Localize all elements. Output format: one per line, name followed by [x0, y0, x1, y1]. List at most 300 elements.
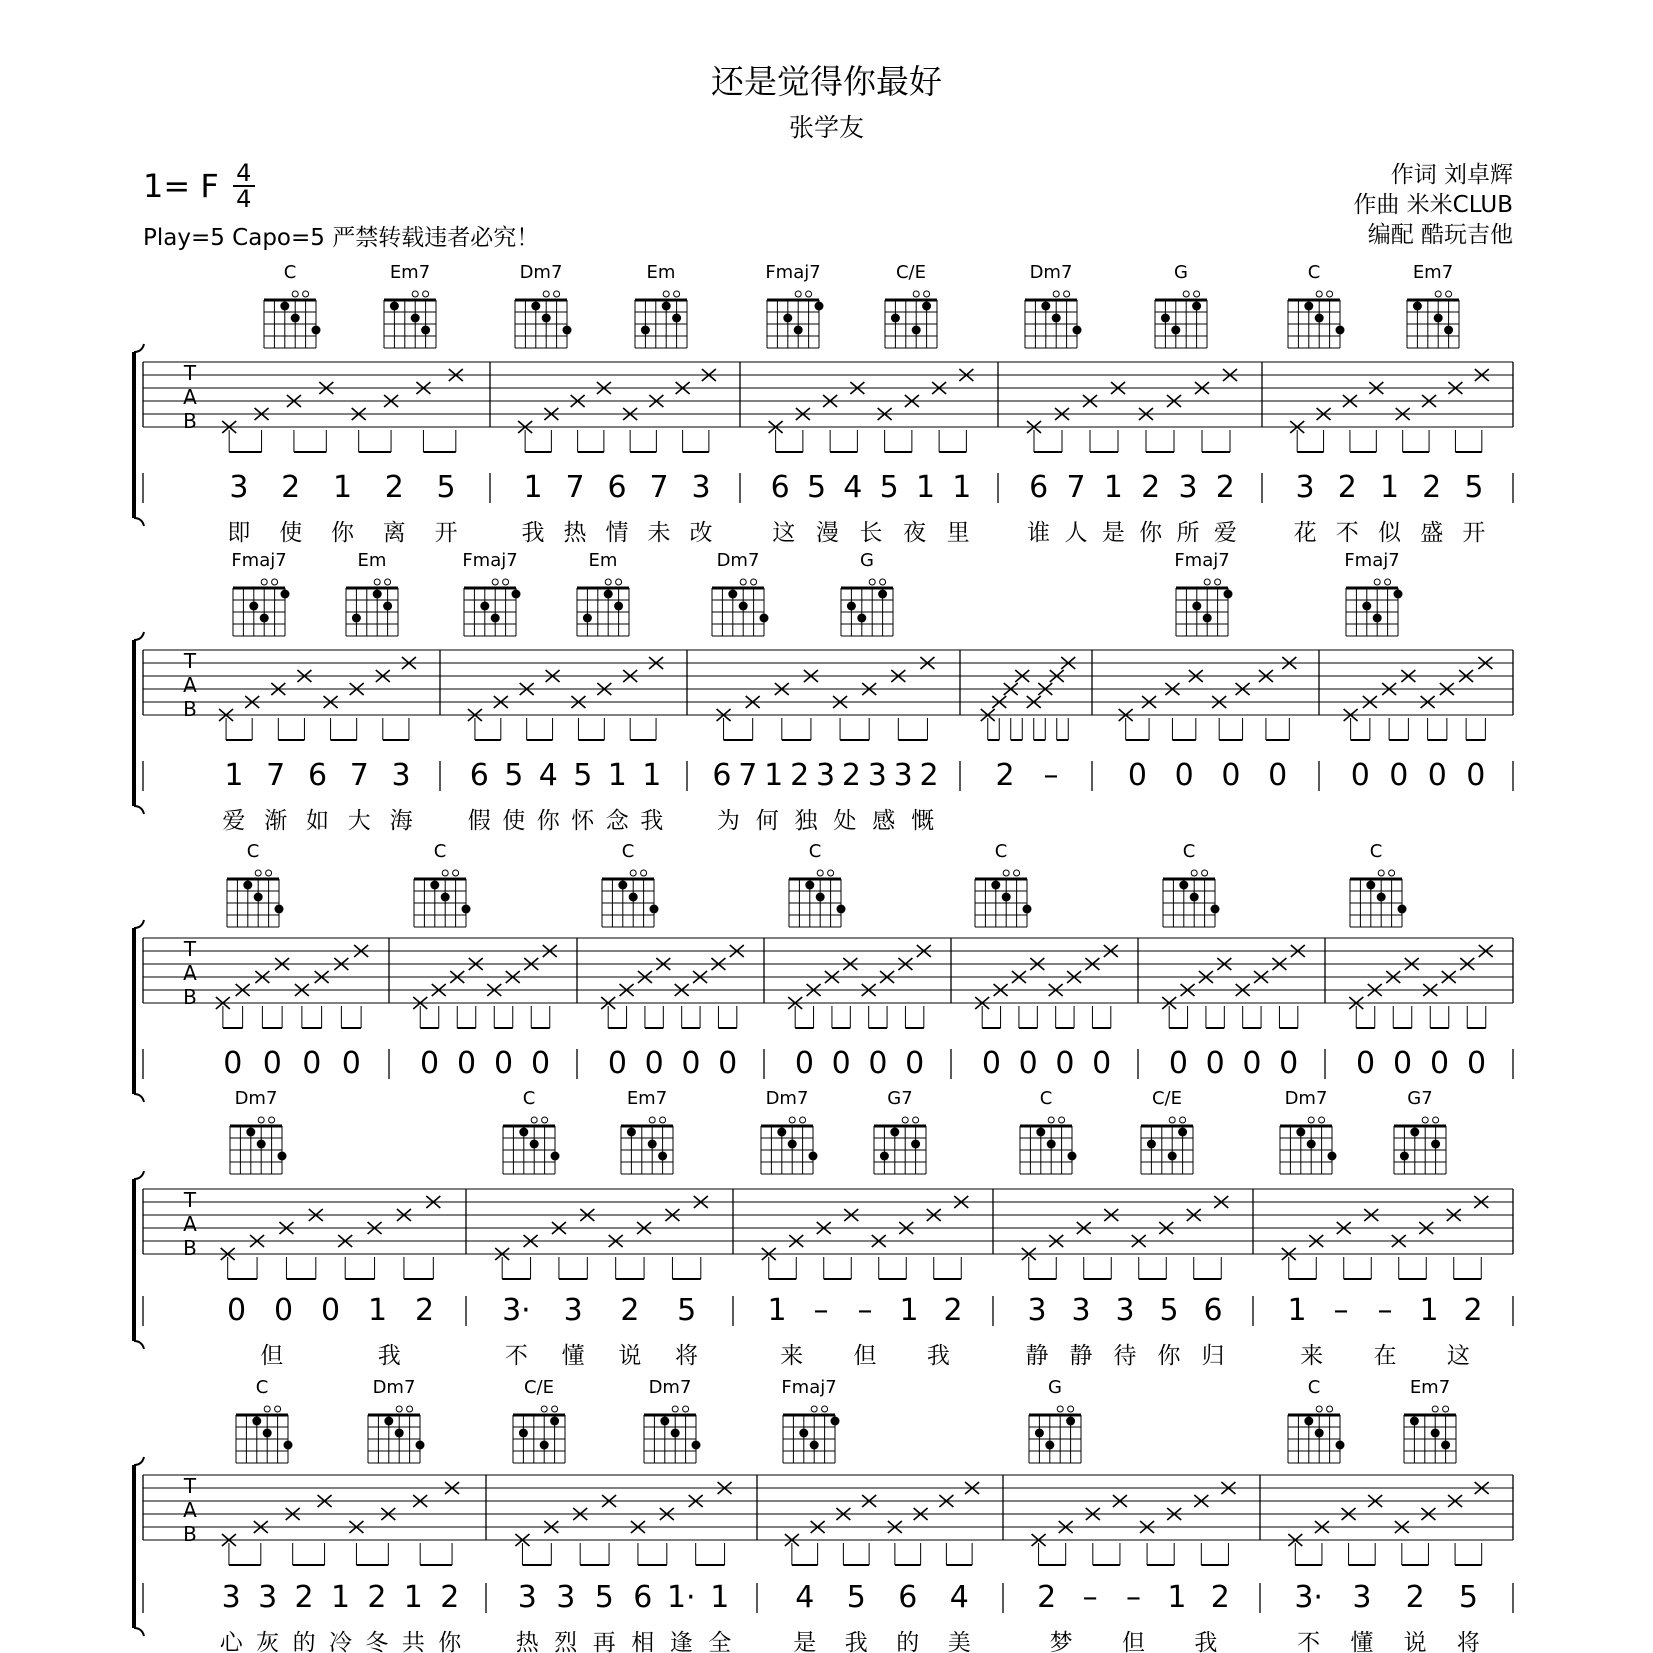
chord-diagram — [1407, 262, 1459, 348]
chord-dot — [660, 1417, 669, 1426]
jianpu-note: 7 — [266, 758, 286, 793]
jianpu-note: 6 — [633, 1580, 653, 1615]
jianpu-note: 0 — [1242, 1046, 1262, 1081]
jianpu-note: 0 — [1092, 1046, 1112, 1081]
lyric-char: 我 — [844, 1630, 868, 1653]
tab-clef: T — [183, 1474, 197, 1498]
chord-diagram — [765, 262, 823, 348]
chord-dot — [1211, 905, 1220, 914]
chord-name: G — [1048, 1377, 1062, 1398]
chord-dot — [551, 1152, 560, 1161]
open-string-mark — [649, 1117, 655, 1123]
open-string-mark — [1327, 1406, 1333, 1412]
chord-dot — [1307, 1140, 1316, 1149]
lyric-char: 为 — [716, 808, 740, 834]
chord-diagram — [781, 1377, 839, 1463]
jianpu-note: 6 — [607, 470, 627, 505]
jianpu-note: 3 — [517, 1580, 537, 1615]
jianpu-note: 2 — [995, 758, 1015, 793]
jianpu-note: 3 — [1295, 470, 1315, 505]
chord-diagram — [236, 1377, 293, 1463]
lyric-char: 海 — [389, 808, 413, 834]
key-label: 1= F — [143, 167, 219, 205]
chord-dot — [411, 314, 420, 323]
chord-dot — [650, 905, 659, 914]
jianpu-note: 2 — [1422, 470, 1442, 505]
jianpu-note: 1 — [1103, 470, 1123, 505]
jianpu-note: 0 — [794, 1046, 814, 1081]
jianpu-note: 6 — [1203, 1293, 1223, 1328]
chord-dot — [280, 302, 289, 311]
bracket-hook — [134, 344, 144, 352]
open-string-mark — [1048, 1117, 1054, 1123]
chord-dot — [1296, 1128, 1305, 1137]
jianpu-note: 1 — [764, 758, 784, 793]
chord-dot — [252, 1417, 261, 1426]
jianpu-note: 2 — [1215, 470, 1235, 505]
lyric-char: 人 — [1064, 520, 1088, 546]
chord-name: C — [1369, 841, 1383, 862]
jianpu-note: 0 — [1466, 758, 1486, 793]
jianpu-note: 3 — [1071, 1293, 1091, 1328]
chord-dot — [1224, 590, 1233, 599]
arranger: 编配 酷玩吉他 — [1367, 222, 1513, 248]
open-string-mark — [1003, 870, 1009, 876]
chord-dot — [1066, 1417, 1075, 1426]
open-string-mark — [1327, 291, 1333, 297]
chord-diagram — [621, 1088, 673, 1174]
chord-name: C — [522, 1088, 536, 1109]
chord-dot — [243, 881, 252, 890]
chord-name: Em7 — [626, 1088, 668, 1109]
chord-dot — [627, 1128, 636, 1137]
chord-diagram — [227, 841, 284, 927]
lyric-char: 静 — [1025, 1343, 1049, 1369]
lyricist: 作词 刘卓辉 — [1390, 162, 1513, 188]
open-string-mark — [740, 579, 746, 585]
open-string-mark — [1059, 1117, 1065, 1123]
chord-dot — [692, 1441, 701, 1450]
chord-diagram — [1025, 262, 1082, 348]
chord-dot — [281, 590, 290, 599]
tab-clef: B — [183, 985, 197, 1009]
open-string-mark — [1433, 1117, 1439, 1123]
open-string-mark — [407, 1406, 413, 1412]
chord-dot — [1052, 314, 1061, 323]
open-string-mark — [258, 1117, 264, 1123]
open-string-mark — [272, 579, 278, 585]
lyric-char: 念 — [605, 808, 629, 834]
open-string-mark — [453, 870, 459, 876]
jianpu-note: 0 — [1221, 758, 1241, 793]
open-string-mark — [385, 579, 391, 585]
system-4 — [134, 1171, 1513, 1369]
chord-dot — [1047, 1140, 1056, 1149]
system-1 — [134, 344, 1513, 546]
lyric-char: 冷 — [329, 1630, 352, 1653]
jianpu-note: 0 — [1205, 1046, 1225, 1081]
open-string-mark — [605, 579, 611, 585]
chord-name: Fmaj7 — [765, 262, 821, 283]
lyric-char: 全 — [708, 1630, 732, 1653]
chord-name: C — [255, 1377, 269, 1398]
jianpu-note: 1 — [403, 1580, 423, 1615]
jianpu-note: 6 — [307, 758, 328, 793]
jianpu-note: – — [857, 1293, 873, 1328]
lyric-char: 假 — [467, 808, 491, 834]
lyric-char: 开 — [434, 520, 458, 546]
jianpu-note: 0 — [1466, 1046, 1487, 1081]
lyric-char: 美 — [947, 1630, 971, 1653]
chord-dot — [794, 326, 803, 335]
chord-diagram — [515, 262, 572, 348]
jianpu-note: – — [1082, 1580, 1098, 1615]
chord-name: Dm7 — [1284, 1088, 1328, 1109]
lyric-char: 爱 — [222, 808, 246, 834]
chord-dot — [880, 1152, 889, 1161]
jianpu-note: 0 — [1429, 1046, 1450, 1081]
chord-diagram — [1280, 1088, 1337, 1174]
lyric-char: 说 — [618, 1343, 642, 1369]
chord-dot — [278, 1152, 287, 1161]
jianpu-note: 3 — [815, 758, 836, 793]
chord-diagram — [644, 1377, 701, 1463]
tab-clef: A — [183, 1498, 197, 1522]
jianpu-note: 1 — [642, 758, 662, 793]
chord-name: C — [283, 262, 297, 283]
chord-dot — [1315, 1429, 1324, 1438]
open-string-mark — [828, 870, 834, 876]
lyric-char: 是 — [793, 1630, 817, 1653]
lyric-char: 长 — [859, 520, 883, 546]
jianpu-note: – — [1126, 1580, 1141, 1615]
lyric-char: 情 — [605, 520, 629, 546]
open-string-mark — [1014, 870, 1020, 876]
lyric-char: 慨 — [911, 808, 935, 834]
jianpu-note: 5 — [846, 1580, 866, 1615]
open-string-mark — [292, 291, 298, 297]
chord-dot — [1161, 314, 1170, 323]
bracket-hook — [134, 1341, 144, 1349]
chord-dot — [1036, 1128, 1045, 1137]
jianpu-note: 7 — [565, 470, 585, 505]
lyric-char: 的 — [896, 1630, 920, 1653]
jianpu-note: 5 — [1458, 1580, 1478, 1615]
lyric-char: 逢 — [669, 1630, 693, 1653]
open-string-mark — [674, 291, 680, 297]
open-string-mark — [1389, 870, 1395, 876]
tab-clef: B — [183, 697, 197, 721]
jianpu-note: 0 — [273, 1293, 294, 1328]
play-info: Play=5 Capo=5 严禁转载违者必究！ — [143, 225, 540, 251]
time-denominator: 4 — [236, 185, 252, 213]
chord-diagram — [1155, 262, 1207, 348]
open-string-mark — [924, 291, 930, 297]
open-string-mark — [261, 579, 267, 585]
jianpu-note: 3 — [1027, 1293, 1047, 1328]
chord-dot — [1002, 893, 1011, 902]
chord-dot — [629, 893, 638, 902]
chord-diagram — [346, 550, 398, 636]
lyric-char: 在 — [1373, 1343, 1397, 1369]
chord-dot — [1336, 1441, 1345, 1450]
open-string-mark — [1443, 1406, 1449, 1412]
chord-diagram — [1344, 550, 1402, 636]
chord-dot — [284, 1441, 293, 1450]
jianpu-note: 1 — [1419, 1293, 1439, 1328]
chord-dot — [809, 1152, 818, 1161]
jianpu-note: 0 — [493, 1046, 514, 1081]
jianpu-note: 4 — [795, 1580, 815, 1615]
jianpu-note: 3 — [691, 470, 711, 505]
chord-dot — [799, 1429, 808, 1438]
open-string-mark — [1183, 291, 1189, 297]
jianpu-note: 0 — [419, 1046, 440, 1081]
jianpu-note: 3 — [893, 758, 913, 793]
chord-dot — [1147, 1140, 1156, 1149]
chord-dot — [991, 881, 1000, 890]
lyric-char: 我 — [1194, 1630, 1218, 1653]
bracket-hook — [134, 1628, 144, 1636]
open-string-mark — [1064, 291, 1070, 297]
jianpu-note: 2 — [294, 1580, 314, 1615]
open-string-mark — [269, 1117, 275, 1123]
chord-diagram — [602, 841, 659, 927]
chord-dot — [480, 602, 489, 611]
jianpu-note: 1 — [367, 1293, 388, 1328]
chord-dot — [542, 314, 551, 323]
open-string-mark — [1180, 1117, 1186, 1123]
jianpu-note: 4 — [538, 758, 558, 793]
open-string-mark — [552, 1406, 558, 1412]
lyric-char: 是 — [1101, 520, 1125, 546]
bracket-hook — [134, 1171, 144, 1179]
chord-name: Em7 — [1409, 1377, 1451, 1398]
chord-dot — [491, 614, 500, 623]
chord-dot — [878, 590, 887, 599]
jianpu-note: 0 — [456, 1046, 477, 1081]
lyric-char: 热 — [563, 520, 587, 546]
jianpu-note: 2 — [919, 758, 939, 793]
lyric-char: 但 — [853, 1343, 877, 1369]
chord-name: C — [994, 841, 1008, 862]
lyric-char: 待 — [1113, 1343, 1137, 1369]
open-string-mark — [1053, 291, 1059, 297]
jianpu-note: 5 — [504, 758, 524, 793]
jianpu-note: 2 — [1405, 1580, 1425, 1615]
chord-dot — [1192, 302, 1201, 311]
lyric-char: 感 — [872, 808, 896, 834]
chord-dot — [441, 893, 450, 902]
chord-dot — [815, 302, 824, 311]
jianpu-note: 1 — [224, 758, 244, 793]
chord-diagram — [761, 1088, 818, 1174]
lyric-char: 不 — [504, 1343, 528, 1369]
lyric-char: 冬 — [365, 1630, 389, 1653]
chord-dot — [1434, 314, 1443, 323]
chord-dot — [847, 602, 856, 611]
jianpu-note: 5 — [436, 470, 456, 505]
open-string-mark — [869, 579, 875, 585]
jianpu-note: 1 — [607, 758, 627, 793]
jianpu-note: 6 — [712, 758, 732, 793]
chord-dot — [857, 614, 866, 623]
jianpu-note: 2 — [790, 758, 810, 793]
open-string-mark — [1374, 579, 1380, 585]
lyric-char: 离 — [382, 520, 406, 546]
chord-dot — [1203, 614, 1212, 623]
chord-diagram — [1350, 841, 1407, 927]
composer: 作曲 米米CLUB — [1353, 192, 1513, 218]
chord-dot — [922, 302, 931, 311]
jianpu-note: – — [813, 1293, 829, 1328]
jianpu-note: 2 — [281, 470, 301, 505]
open-string-mark — [442, 870, 448, 876]
open-string-mark — [660, 1117, 666, 1123]
jianpu-note: 2 — [414, 1293, 435, 1328]
lyric-char: 似 — [1378, 520, 1401, 546]
open-string-mark — [1446, 291, 1452, 297]
chord-dot — [777, 1128, 786, 1137]
lyric-char: 漫 — [815, 520, 839, 546]
chord-dot — [739, 602, 748, 611]
chord-dot — [891, 314, 900, 323]
chord-dot — [1431, 1429, 1440, 1438]
jianpu-note: 6 — [1029, 470, 1049, 505]
chord-dot — [390, 302, 399, 311]
open-string-mark — [541, 1406, 547, 1412]
jianpu-note: 1· — [666, 1580, 696, 1615]
chord-name: Dm7 — [372, 1377, 416, 1398]
lyric-char: 来 — [1300, 1343, 1324, 1369]
open-string-mark — [789, 1117, 795, 1123]
chord-dot — [1377, 893, 1386, 902]
chord-name: Fmaj7 — [462, 550, 518, 571]
chord-diagram — [975, 841, 1032, 927]
chord-dot — [1413, 302, 1422, 311]
open-string-mark — [1191, 870, 1197, 876]
chord-dot — [618, 881, 627, 890]
open-string-mark — [1068, 1406, 1074, 1412]
chord-diagram — [384, 262, 436, 348]
open-string-mark — [1316, 1406, 1322, 1412]
chord-dot — [671, 1429, 680, 1438]
jianpu-note: 0 — [1127, 758, 1147, 793]
jianpu-note: 1 — [915, 470, 936, 505]
open-string-mark — [1308, 1117, 1314, 1123]
open-string-mark — [255, 870, 261, 876]
chord-dot — [519, 1128, 528, 1137]
lyric-char: 我 — [521, 520, 545, 546]
jianpu-note: 0 — [223, 1046, 243, 1081]
open-string-mark — [811, 1406, 817, 1412]
chord-diagram — [513, 1377, 565, 1463]
open-string-mark — [1057, 1406, 1063, 1412]
chord-dot — [512, 590, 521, 599]
open-string-mark — [303, 291, 309, 297]
jianpu-note: 5 — [573, 758, 593, 793]
jianpu-note: 7 — [1066, 470, 1086, 505]
chord-diagram — [789, 841, 846, 927]
chord-name: G7 — [1407, 1088, 1433, 1109]
chord-name: C — [246, 841, 260, 862]
chord-dot — [550, 1417, 559, 1426]
chord-name: Dm7 — [716, 550, 760, 571]
chord-diagram — [1029, 1377, 1081, 1463]
jianpu-note: 0 — [831, 1046, 851, 1081]
chord-dot — [641, 326, 650, 335]
chord-dot — [1168, 1152, 1177, 1161]
chord-diagram — [230, 1088, 287, 1174]
chord-dot — [810, 1441, 819, 1450]
chord-dot — [530, 1140, 539, 1149]
chord-dot — [395, 1429, 404, 1438]
chord-name: C — [1307, 1377, 1321, 1398]
chord-dot — [890, 1128, 899, 1137]
open-string-mark — [266, 870, 272, 876]
jianpu-note: 5 — [1159, 1293, 1179, 1328]
jianpu-note: 0 — [1018, 1046, 1038, 1081]
jianpu-note: 1 — [1287, 1293, 1307, 1328]
jianpu-note: 0 — [1427, 758, 1447, 793]
chord-dot — [1179, 881, 1188, 890]
jianpu-note: – — [1043, 758, 1059, 793]
chord-diagram — [414, 841, 471, 927]
jianpu-note: 3 — [229, 470, 249, 505]
chord-dot — [254, 893, 263, 902]
chord-diagram — [231, 550, 289, 636]
bracket-hook — [134, 632, 144, 640]
lyric-char: 夜 — [903, 520, 927, 546]
chord-dot — [1362, 602, 1371, 611]
chord-dot — [260, 614, 269, 623]
lyric-char: 懂 — [1350, 1630, 1374, 1653]
lyric-char: 何 — [755, 808, 779, 834]
chord-diagram — [264, 262, 321, 348]
chord-dot — [1431, 1140, 1440, 1149]
song-artist: 张学友 — [788, 113, 864, 142]
lyric-char: 相 — [631, 1630, 655, 1653]
jianpu-note: 1 — [767, 1293, 787, 1328]
open-string-mark — [1316, 291, 1322, 297]
jianpu-note: 2 — [384, 470, 404, 505]
lyric-char: 你 — [331, 520, 354, 546]
chord-name: Fmaj7 — [1344, 550, 1400, 571]
jianpu-note: 3 — [556, 1580, 576, 1615]
chord-dot — [583, 614, 592, 623]
open-string-mark — [1378, 870, 1384, 876]
chord-dot — [1041, 302, 1050, 311]
lyric-char: 说 — [1403, 1630, 1427, 1653]
jianpu-note: 0 — [226, 1293, 247, 1328]
chord-dot — [352, 614, 361, 623]
open-string-mark — [806, 291, 812, 297]
lyric-char: 花 — [1293, 520, 1317, 546]
chord-dot — [462, 905, 471, 914]
jianpu-note: 0 — [868, 1046, 888, 1081]
jianpu-note: 0 — [1268, 758, 1288, 793]
lyric-char: 大 — [347, 808, 371, 834]
open-string-mark — [531, 1117, 537, 1123]
lyric-char: 处 — [833, 808, 857, 834]
jianpu-note: 7 — [649, 470, 669, 505]
lyric-char: 热 — [515, 1630, 539, 1653]
jianpu-note: 3 — [221, 1580, 241, 1615]
jianpu-note: 2 — [1463, 1293, 1483, 1328]
open-string-mark — [1435, 291, 1441, 297]
chord-dot — [788, 1140, 797, 1149]
song-title: 还是觉得你最好 — [711, 62, 942, 101]
